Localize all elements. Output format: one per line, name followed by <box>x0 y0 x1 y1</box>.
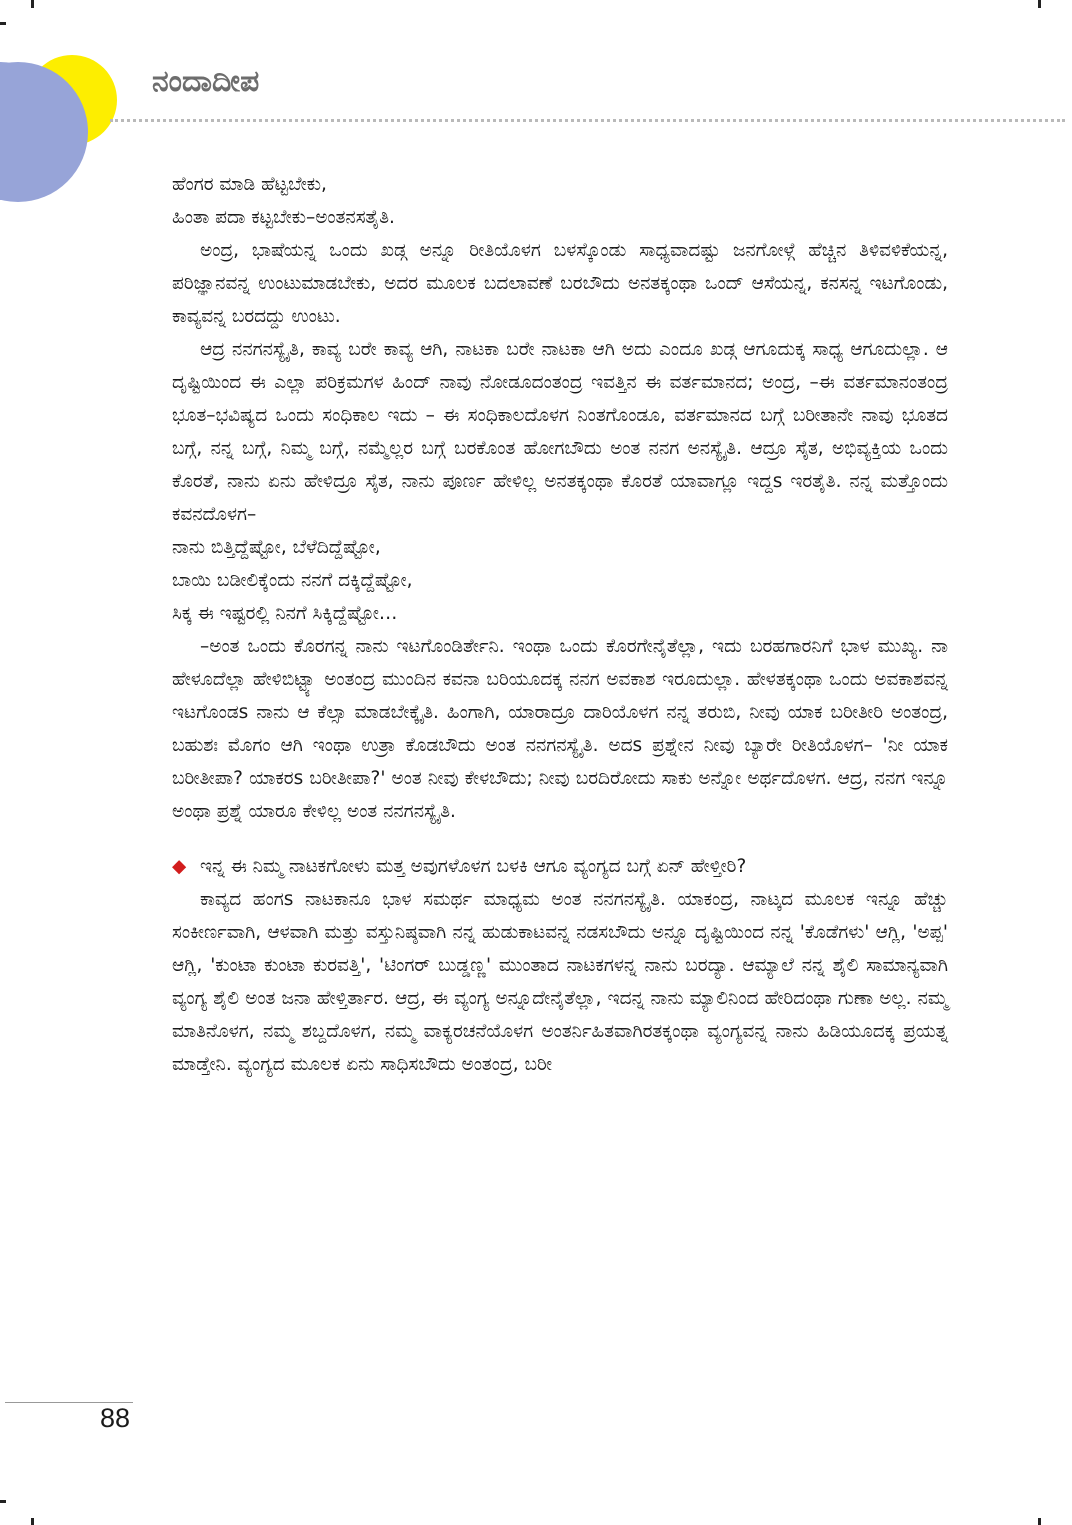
crop-mark-bottom-right <box>1038 1518 1041 1525</box>
running-header-title: ನಂದಾದೀಪ <box>152 64 260 99</box>
question-text: ಇನ್ನ ಈ ನಿಮ್ಮ ನಾಟಕಗೋಳು ಮತ್ತ ಅವುಗಳೊಳಗ ಬಳಕಿ ಆಗೂ ವ್ಯಂಗ್ಯದ ಬಗ್ಗೆ ಏನ್ ಹೇಳ್ತೀರಿ? <box>200 856 747 877</box>
page-number: 88 <box>100 1403 131 1433</box>
paragraph: ಹೆಂಗರ ಮಾಡಿ ಹೆಟ್ಟಬೇಕು, <box>172 174 327 195</box>
poem-line: ನಾನು ಬಿತ್ತಿದ್ದೆಷ್ಟೋ, ಬೆಳೆದಿದ್ದೆಷ್ಟೋ, <box>172 537 381 558</box>
paragraph: ಆದ್ರ ನನಗನಸ್ಯೈತಿ, ಕಾವ್ಯ ಬರೇ ಕಾವ್ಯ ಆಗಿ, ನಾಟಕಾ ಬರೇ ನಾಟಕಾ ಆಗಿ ಅದು ಎಂದೂ ಖಡ್ಗ ಆಗೂದುಕ್ಕ ಸಾಧ್ಯ ಆಗೂದುಲ್ಲಾ. ಆ ದೃಷ್ಟಿಯಿಂದ ಈ ಎಲ್ಲಾ ಪರಿಕ್ರಮಗಳ ಹಿಂದ್ ನಾವು ನೋಡೂದಂತಂದ್ರ ಇವತ್ತಿನ ಈ ವರ್ತಮಾನದ; ಅಂದ್ರ, –ಈ ವರ್ತಮಾನಂತಂದ್ರ ಭೂತ–ಭವಿಷ್ಯದ ಒಂದು ಸಂಧಿಕಾಲ ಇದು – ಈ ಸಂಧಿಕಾಲದೊಳಗ ನಿಂತಗೊಂಡೂ, ವರ್ತಮಾನದ ಬಗ್ಗೆ ಬರೀತಾನೇ ನಾವು ಭೂತದ ಬಗ್ಗೆ, ನನ್ನ ಬಗ್ಗೆ, ನಿಮ್ಮ ಬಗ್ಗೆ, ನಮ್ಮೆಲ್ಲರ ಬಗ್ಗೆ ಬರಕೊಂತ ಹೋಗಬೌದು ಅಂತ ನನಗ ಅನಸ್ಯೈತಿ. ಆದ್ರೂ ಸೈತ, ಅಭಿವ್ಯಕ್ತಿಯ ಒಂದು ಕೊರತೆ, ನಾನು ಏನು ಹೇಳಿದ್ರೂ ಸೈತ, ನಾನು ಪೂರ್ಣ ಹೇಳಿಲ್ಲ ಅನತಕ್ಕಂಥಾ ಕೊರತೆ ಯಾವಾಗ್ಲೂ ಇದ್ದs ಇರತೈತಿ. ನನ್ನ ಮತ್ತೊಂದು ಕವನದೊಳಗ– <box>172 339 948 525</box>
header-decoration <box>0 0 140 210</box>
crop-mark-bottom-center <box>31 1518 34 1525</box>
poem-line: ಸಿಕ್ಕ ಈ ಇಷ್ಟರಲ್ಲಿ ನಿನಗೆ ಸಿಕ್ಕಿದ್ದೆಷ್ಟೋ… <box>172 603 398 624</box>
interview-question <box>172 850 948 883</box>
body-text <box>172 168 948 1081</box>
paragraph: –ಅಂತ ಒಂದು ಕೊರಗನ್ನ ನಾನು ಇಟಗೊಂಡಿರ್ತೇನಿ. ಇಂಥಾ ಒಂದು ಕೊರಗೇನೈತೆಲ್ಲಾ, ಇದು ಬರಹಗಾರನಿಗೆ ಭಾಳ ಮುಖ್ಯ. ನಾ ಹೇಳೂದೆಲ್ಲಾ ಹೇಳಿಬಿಟ್ಟ್ಯಾ ಅಂತಂದ್ರ ಮುಂದಿನ ಕವನಾ ಬರಿಯೂದಕ್ಕ ನನಗ ಅವಕಾಶ ಇರೂದುಲ್ಲಾ. ಹೇಳತಕ್ಕಂಥಾ ಒಂದು ಅವಕಾಶವನ್ನ ಇಟಗೊಂಡs ನಾನು ಆ ಕೆಲ್ಸಾ ಮಾಡಬೇಕ್ಕೈತಿ. ಹಿಂಗಾಗಿ, ಯಾರಾದ್ರೂ ದಾರಿಯೊಳಗ ನನ್ನ ತರುಬಿ, ನೀವು ಯಾಕ ಬರೀತೀರಿ ಅಂತಂದ್ರ, ಬಹುಶಃ ಮೊಗಂ ಆಗಿ ಇಂಥಾ ಉತ್ರಾ ಕೊಡಬೌದು ಅಂತ ನನಗನಸ್ಯೈತಿ. ಅದs ಪ್ರಶ್ನೇನ ನೀವು ಬ್ಯಾರೇ ರೀತಿಯೊಳಗ– 'ನೀ ಯಾಕ ಬರೀತೀಪಾ? ಯಾಕರs ಬರೀತೀಪಾ?' ಅಂತ ನೀವು ಕೇಳಬೌದು; ನೀವು ಬರದಿರೋದು ಸಾಕು ಅನ್ನೋ ಅರ್ಥದೊಳಗ. ಆದ್ರ, ನನಗ ಇನ್ನೂ ಅಂಥಾ ಪ್ರಶ್ನೆ ಯಾರೂ ಕೇಳಿಲ್ಲ ಅಂತ ನನಗನಸ್ಯೈತಿ. <box>172 636 948 822</box>
diamond-bullet-icon: ◆ <box>172 856 187 877</box>
paragraph: ಹಿಂತಾ ಪದಾ ಕಟ್ಟಬೇಕು–ಅಂತನಸತೈತಿ. <box>172 207 395 228</box>
crop-mark-bottom-left <box>0 1500 6 1503</box>
paragraph: ಅಂದ್ರ, ಭಾಷೆಯನ್ನ ಒಂದು ಖಡ್ಗ ಅನ್ನೂ ರೀತಿಯೊಳಗ ಬಳಸ್ಕೊಂಡು ಸಾಧ್ಯವಾದಷ್ಟು ಜನಗೋಳ್ಗೆ ಹೆಚ್ಚಿನ ತಿಳಿವಳಿಕೆಯನ್ನ, ಪರಿಜ್ಞಾನವನ್ನ ಉಂಟುಮಾಡಬೇಕು, ಅದರ ಮೂಲಕ ಬದಲಾವಣೆ ಬರಬೌದು ಅನತಕ್ಕಂಥಾ ಒಂದ್ ಆಸೆಯನ್ನ, ಕನಸನ್ನ ಇಟಗೊಂಡು, ಕಾವ್ಯವನ್ನ ಬರದದ್ದು ಉಂಟು. <box>172 240 948 327</box>
header-dotted-rule <box>110 119 1065 122</box>
paragraph: ಕಾವ್ಯದ ಹಂಗs ನಾಟಕಾನೂ ಭಾಳ ಸಮರ್ಥ ಮಾಧ್ಯಮ ಅಂತ ನನಗನಸ್ಯೈತಿ. ಯಾಕಂದ್ರ, ನಾಟ್ಕದ ಮೂಲಕ ಇನ್ನೂ ಹೆಚ್ಚು ಸಂಕೀರ್ಣವಾಗಿ, ಆಳವಾಗಿ ಮತ್ತು ವಸ್ತುನಿಷ್ಠವಾಗಿ ನನ್ನ ಹುಡುಕಾಟವನ್ನ ನಡಸಬೌದು ಅನ್ನೂ ದೃಷ್ಟಿಯಿಂದ ನನ್ನ 'ಕೊಡೆಗಳು' ಆಗ್ಲಿ, 'ಅಪ್ಪ' ಆಗ್ಲಿ, 'ಕುಂಟಾ ಕುಂಟಾ ಕುರವತ್ತಿ', 'ಟಿಂಗರ್ ಬುಡ್ಡಣ್ಣ' ಮುಂತಾದ ನಾಟಕಗಳನ್ನ ನಾನು ಬರದ್ಯಾ. ಆಮ್ಯಾಲೆ ನನ್ನ ಶೈಲಿ ಸಾಮಾನ್ಯವಾಗಿ ವ್ಯಂಗ್ಯ ಶೈಲಿ ಅಂತ ಜನಾ ಹೇಳ್ತಿರ್ತಾರ. ಆದ್ರ, ಈ ವ್ಯಂಗ್ಯ ಅನ್ನೂದೇನೈತೆಲ್ಲಾ, ಇದನ್ನ ನಾನು ಮ್ಯಾಲಿನಿಂದ ಹೇರಿದಂಥಾ ಗುಣಾ ಅಲ್ಲ. ನಮ್ಮ ಮಾತಿನೊಳಗ, ನಮ್ಮ ಶಬ್ದದೊಳಗ, ನಮ್ಮ ವಾಕ್ಯರಚನೆಯೊಳಗ ಅಂತರ್ನಿಹಿತವಾಗಿರತಕ್ಕಂಥಾ ವ್ಯಂಗ್ಯವನ್ನ ನಾನು ಹಿಡಿಯೂದಕ್ಕ ಪ್ರಯತ್ನ ಮಾಡ್ತೇನಿ. ವ್ಯಂಗ್ಯದ ಮೂಲಕ ಏನು ಸಾಧಿಸಬೌದು ಅಂತಂದ್ರ, ಬರೀ <box>172 889 948 1075</box>
crop-mark-top-right <box>1038 0 1041 8</box>
poem-line: ಬಾಯಿ ಬಡೀಲಿಕ್ಕೆಂದು ನನಗೆ ದಕ್ಕಿದ್ದೆಷ್ಟೋ, <box>172 570 413 591</box>
